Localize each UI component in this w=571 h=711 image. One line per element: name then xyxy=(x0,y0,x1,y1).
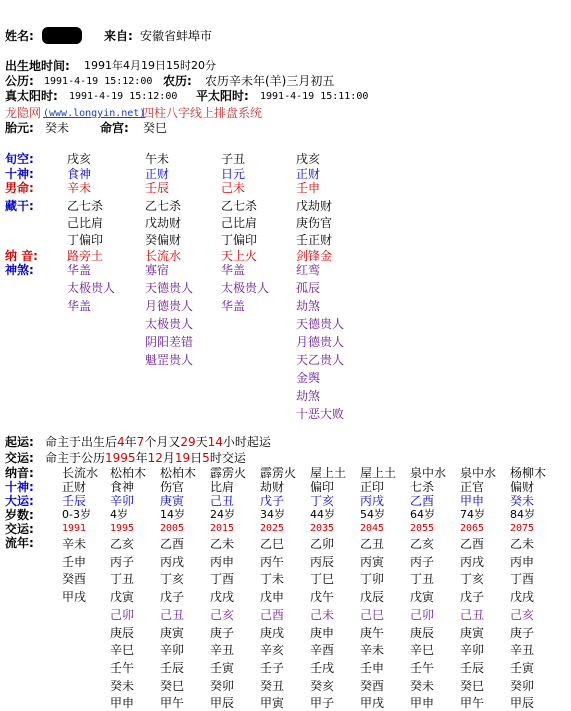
dayun-cell: 丙戌 xyxy=(360,494,385,508)
liunian-cell: 癸丑 xyxy=(260,678,285,693)
qiyun-text xyxy=(45,435,271,449)
nayin-cell: 剑锋金 xyxy=(296,249,333,263)
liunian-cell: 甲辰 xyxy=(210,696,235,711)
liunian-cell: 癸酉 xyxy=(62,572,87,587)
liunian-cell: 壬子 xyxy=(260,660,285,675)
liunian-cell: 壬午 xyxy=(110,660,135,675)
age-cell: 0-3岁 xyxy=(62,508,91,521)
liunian-cell: 丁未 xyxy=(260,572,285,587)
liunian-cell: 戊申 xyxy=(260,590,285,605)
from-value: 安徽省蚌埠市 xyxy=(140,29,213,43)
liunian-cell: 丙午 xyxy=(260,554,285,569)
name-label: 姓名: xyxy=(5,29,34,43)
shensha-cell: 华盖 xyxy=(67,263,92,277)
shensha-cell: 孤辰 xyxy=(296,281,321,295)
liunian-cell: 庚申 xyxy=(310,625,335,640)
liunian-cell: 丙申 xyxy=(210,554,235,569)
age-cell: 54岁 xyxy=(360,508,385,521)
luck-shishen-cell: 正印 xyxy=(360,480,385,494)
liunian-cell: 丁亥 xyxy=(160,572,185,587)
liunian-cell: 壬寅 xyxy=(510,660,535,675)
site-name-link[interactable]: 龙隐网 xyxy=(5,106,42,120)
gongli-label: 公历: xyxy=(5,74,34,88)
luck-shishen-cell: 食神 xyxy=(110,480,135,494)
nongli-value: 农历辛未年(羊)三月初五 xyxy=(205,74,335,88)
year-cell: 2015 xyxy=(210,523,235,534)
luck-shishen-cell: 劫财 xyxy=(260,480,285,494)
luck-shishen-cell: 七杀 xyxy=(410,480,435,494)
luck-nayin-cell: 屋上土 xyxy=(360,466,397,480)
liunian-cell: 甲申 xyxy=(110,696,135,711)
liunian-cell: 庚寅 xyxy=(160,625,185,640)
sentence-part: 年 xyxy=(124,435,137,449)
taiyuan-label: 胎元: xyxy=(5,121,34,135)
liunian-cell: 丙子 xyxy=(410,554,435,569)
sentence-part: 命主于公历 xyxy=(45,451,106,465)
canggan-cell: 乙七杀 xyxy=(67,199,104,213)
sentence-part: 年 xyxy=(135,451,148,465)
canggan-cell: 丁偏印 xyxy=(67,233,104,247)
liunian-cell: 癸巳 xyxy=(160,678,185,693)
canggan-cell: 癸偏财 xyxy=(145,233,182,247)
shensha-cell: 魁罡贵人 xyxy=(145,353,194,367)
luck-nayin-cell: 屋上土 xyxy=(310,466,347,480)
sentence-part: 月 xyxy=(162,451,175,465)
sentence-part: 命主于出生后 xyxy=(45,435,118,449)
age-cell: 24岁 xyxy=(210,508,235,521)
year-cell: 2025 xyxy=(260,523,285,534)
ganzhi-cell: 壬辰 xyxy=(145,181,170,195)
liunian-cell: 己酉 xyxy=(260,607,285,622)
luck-nayin-cell: 泉中水 xyxy=(410,466,447,480)
liunian-cell: 丁巳 xyxy=(310,572,335,587)
nongli-label: 农历: xyxy=(163,74,192,88)
sentence-part: 7 xyxy=(136,435,145,449)
shishen-cell: 日元 xyxy=(221,167,246,181)
shishen-cell: 正财 xyxy=(296,167,321,181)
liunian-cell: 己未 xyxy=(310,607,335,622)
liunian-cell: 乙丑 xyxy=(360,537,385,551)
dayun-cell: 癸未 xyxy=(510,494,535,508)
shishen-cell: 正财 xyxy=(145,167,170,181)
liunian-cell: 戊子 xyxy=(160,590,185,605)
shensha-label: 神煞: xyxy=(5,263,34,277)
canggan-label: 藏干: xyxy=(5,199,34,213)
luck-shishen-cell: 比肩 xyxy=(210,480,235,494)
liunian-cell: 甲子 xyxy=(310,696,335,711)
shensha-cell: 寡宿 xyxy=(145,263,170,277)
sentence-part: 14 xyxy=(207,435,223,449)
liunian-cell: 丙子 xyxy=(110,554,135,569)
liunian-cell: 甲午 xyxy=(460,696,485,711)
liunian-cell: 甲申 xyxy=(410,696,435,711)
liunian-cell: 壬申 xyxy=(360,660,385,675)
liunian-cell: 壬辰 xyxy=(460,660,485,675)
liunian-cell: 戊寅 xyxy=(410,590,435,605)
xunkong-cell: 子丑 xyxy=(221,152,246,166)
liunian-cell: 戊戌 xyxy=(510,590,535,605)
pingtai-label: 平太阳时: xyxy=(196,89,249,103)
dayun-cell: 戊子 xyxy=(260,494,285,508)
shensha-cell: 太极贵人 xyxy=(145,317,194,331)
dayun-cell: 乙酉 xyxy=(410,494,435,508)
liunian-cell: 丙辰 xyxy=(310,554,335,569)
dayun-label: 大运: xyxy=(5,494,34,508)
year-cell: 2065 xyxy=(460,523,485,534)
luck-nayin-cell: 杨柳木 xyxy=(510,466,547,480)
luck-shishen-cell: 伤官 xyxy=(160,480,185,494)
liunian-cell: 丙申 xyxy=(510,554,535,569)
liunian-cell: 甲戌 xyxy=(62,590,87,605)
liunian-cell: 癸卯 xyxy=(210,678,235,693)
year-cell: 2035 xyxy=(310,523,335,534)
shensha-cell: 天德贵人 xyxy=(145,281,194,295)
sentence-part: 1995 xyxy=(105,451,136,465)
redacted-name xyxy=(42,27,82,44)
liunian-cell: 壬午 xyxy=(410,660,435,675)
xunkong-cell: 戌亥 xyxy=(67,152,92,166)
sentence-part: 19 xyxy=(174,451,191,465)
liunian-cell: 丁丑 xyxy=(410,572,435,587)
liunian-cell: 丁丑 xyxy=(110,572,135,587)
liunian-cell: 戊辰 xyxy=(360,590,385,605)
liunian-cell: 辛未 xyxy=(62,537,87,551)
ganzhi-cell: 己未 xyxy=(221,181,246,195)
shishen-cell: 食神 xyxy=(67,167,92,181)
year-cell: 2045 xyxy=(360,523,385,534)
shensha-cell: 华盖 xyxy=(221,299,246,313)
luck-nayin-cell: 霹雳火 xyxy=(260,466,297,480)
liunian-cell: 庚戌 xyxy=(260,625,285,640)
shensha-cell: 天乙贵人 xyxy=(296,353,345,367)
dayun-cell: 壬辰 xyxy=(62,494,87,508)
liunian-cell: 壬戌 xyxy=(310,660,335,675)
liunian-cell: 己卯 xyxy=(410,607,435,622)
liunian-cell: 甲辰 xyxy=(510,696,535,711)
site-url-link[interactable]: (www.longyin.net) xyxy=(43,108,146,119)
liunian-cell: 庚辰 xyxy=(110,625,135,640)
luck-shishen-cell: 正官 xyxy=(460,480,485,494)
liunian-cell: 丙寅 xyxy=(360,554,385,569)
liunian-cell: 壬寅 xyxy=(210,660,235,675)
qiyun-label: 起运: xyxy=(5,435,34,449)
shensha-cell: 月德贵人 xyxy=(145,299,194,313)
canggan-cell: 丁偏印 xyxy=(221,233,258,247)
liunian-cell: 乙亥 xyxy=(410,537,435,551)
dayun-cell: 己丑 xyxy=(210,494,235,508)
year-cell: 2055 xyxy=(410,523,435,534)
birth-value: 1991年4月19日15时20分 xyxy=(84,59,216,72)
canggan-cell: 戊劫财 xyxy=(296,199,333,213)
liunian-cell: 庚子 xyxy=(510,625,535,640)
jiaoyun-label: 交运: xyxy=(5,451,34,465)
liunian-cell: 己巳 xyxy=(360,607,385,622)
luck-shishen-label: 十神: xyxy=(5,480,34,494)
canggan-cell: 壬正财 xyxy=(296,233,333,247)
dayun-cell: 辛卯 xyxy=(110,494,135,508)
liunian-cell: 己卯 xyxy=(110,607,135,622)
age-cell: 64岁 xyxy=(410,508,435,521)
liunian-cell: 辛亥 xyxy=(260,643,285,658)
age-cell: 74岁 xyxy=(460,508,485,521)
shensha-cell: 太极贵人 xyxy=(221,281,270,295)
gongli-value: 1991-4-19 15:12:00 xyxy=(44,76,153,87)
luck-nayin-cell: 霹雳火 xyxy=(210,466,247,480)
xunkong-label: 旬空: xyxy=(5,152,34,166)
age-cell: 34岁 xyxy=(260,508,285,521)
luck-nayin-cell: 松柏木 xyxy=(110,466,147,480)
ganzhi-cell: 壬申 xyxy=(296,181,321,195)
nayin-label: 纳 音: xyxy=(5,249,38,263)
pingtai-value: 1991-4-19 15:11:00 xyxy=(260,91,369,102)
liunian-cell: 辛丑 xyxy=(210,643,235,658)
jiaoyun-year-label: 交运: xyxy=(5,522,34,536)
zhentai-value: 1991-4-19 15:12:00 xyxy=(69,91,178,102)
liunian-cell: 甲午 xyxy=(160,696,185,711)
age-cell: 14岁 xyxy=(160,508,185,521)
sentence-part: 4 xyxy=(117,435,125,449)
liunian-cell: 丁卯 xyxy=(360,572,385,587)
jiaoyun-text xyxy=(45,451,246,465)
sentence-part: 12 xyxy=(147,451,163,465)
age-cell: 4岁 xyxy=(110,508,128,521)
liunian-cell: 辛未 xyxy=(360,643,385,658)
liunian-cell: 己亥 xyxy=(210,607,235,622)
liunian-cell: 丁酉 xyxy=(510,572,535,587)
canggan-cell: 戊劫财 xyxy=(145,216,182,230)
liunian-cell: 癸巳 xyxy=(460,678,485,693)
canggan-cell: 庚伤官 xyxy=(296,216,333,230)
canggan-cell: 乙七杀 xyxy=(145,199,182,213)
liunian-cell: 乙酉 xyxy=(160,537,185,551)
sentence-part: 个月又 xyxy=(144,435,181,449)
year-cell: 1991 xyxy=(62,523,87,534)
shishen-label: 十神: xyxy=(5,167,34,181)
shensha-cell: 月德贵人 xyxy=(296,335,345,349)
liunian-cell: 庚辰 xyxy=(410,625,435,640)
xunkong-cell: 午未 xyxy=(145,152,170,166)
liunian-cell: 辛卯 xyxy=(460,643,485,658)
liunian-cell: 戊戌 xyxy=(210,590,235,605)
shensha-cell: 太极贵人 xyxy=(67,281,116,295)
sentence-part: 天 xyxy=(195,435,208,449)
canggan-cell: 己比肩 xyxy=(221,216,258,230)
liunian-cell: 辛卯 xyxy=(160,643,185,658)
liunian-cell: 辛巳 xyxy=(110,643,135,658)
birth-label: 出生地时间: xyxy=(5,59,70,73)
liunian-label: 流年: xyxy=(5,536,34,550)
luck-nayin-cell: 松柏木 xyxy=(160,466,197,480)
nayin-cell: 天上火 xyxy=(221,249,258,263)
shensha-cell: 金舆 xyxy=(296,371,321,385)
liunian-cell: 甲寅 xyxy=(260,696,285,711)
liunian-cell: 乙巳 xyxy=(260,537,285,551)
liunian-cell: 丁亥 xyxy=(460,572,485,587)
xunkong-cell: 戌亥 xyxy=(296,152,321,166)
liunian-cell: 戊子 xyxy=(460,590,485,605)
shensha-cell: 劫煞 xyxy=(296,389,321,403)
liunian-cell: 己丑 xyxy=(160,607,185,622)
canggan-cell: 己比肩 xyxy=(67,216,104,230)
liunian-cell: 壬申 xyxy=(62,554,87,569)
year-cell: 1995 xyxy=(110,523,135,534)
liunian-cell: 丁酉 xyxy=(210,572,235,587)
gender-label: 男命: xyxy=(5,181,34,195)
liunian-cell: 癸酉 xyxy=(360,678,385,693)
ganzhi-cell: 辛未 xyxy=(67,181,92,195)
sentence-part: 时交运 xyxy=(209,451,246,465)
dayun-cell: 庚寅 xyxy=(160,494,185,508)
luck-nayin-cell: 泉中水 xyxy=(460,466,497,480)
year-cell: 2005 xyxy=(160,523,185,534)
liunian-cell: 庚寅 xyxy=(460,625,485,640)
liunian-cell: 戊寅 xyxy=(110,590,135,605)
taiyuan-value: 癸未 xyxy=(45,121,70,135)
liunian-cell: 己亥 xyxy=(510,607,535,622)
luck-nayin-label: 纳音: xyxy=(5,466,34,480)
shensha-cell: 阴阳差错 xyxy=(145,335,194,349)
liunian-cell: 癸亥 xyxy=(310,678,335,693)
sentence-part: 29 xyxy=(180,435,196,449)
dayun-cell: 甲申 xyxy=(460,494,485,508)
age-cell: 44岁 xyxy=(310,508,335,521)
from-label: 来自: xyxy=(104,29,133,43)
site-title: 四柱八字线上排盘系统 xyxy=(142,106,263,120)
liunian-cell: 戊午 xyxy=(310,590,335,605)
sentence-part: 5 xyxy=(202,451,210,465)
liunian-cell: 庚子 xyxy=(210,625,235,640)
liunian-cell: 乙未 xyxy=(510,537,535,551)
sentence-part: 小时起运 xyxy=(222,435,271,449)
liunian-cell: 丙戌 xyxy=(460,554,485,569)
dayun-cell: 丁亥 xyxy=(310,494,335,508)
nayin-cell: 长流水 xyxy=(145,249,182,263)
luck-shishen-cell: 偏财 xyxy=(510,480,535,494)
nayin-cell: 路旁土 xyxy=(67,249,104,263)
liunian-cell: 癸未 xyxy=(410,678,435,693)
liunian-cell: 甲戌 xyxy=(360,696,385,711)
liunian-cell: 乙未 xyxy=(210,537,235,551)
zhentai-label: 真太阳时: xyxy=(5,89,58,103)
liunian-cell: 辛丑 xyxy=(510,643,535,658)
liunian-cell: 乙酉 xyxy=(460,537,485,551)
liunian-cell: 壬辰 xyxy=(160,660,185,675)
shensha-cell: 天德贵人 xyxy=(296,317,345,331)
shensha-cell: 华盖 xyxy=(67,299,92,313)
liunian-cell: 庚午 xyxy=(360,625,385,640)
age-label: 岁数: xyxy=(5,508,34,522)
shensha-cell: 十恶大败 xyxy=(296,407,345,421)
liunian-cell: 己丑 xyxy=(460,607,485,622)
year-cell: 2075 xyxy=(510,523,535,534)
liunian-cell: 癸未 xyxy=(110,678,135,693)
sentence-part: 日 xyxy=(190,451,203,465)
minggong-value: 癸巳 xyxy=(143,121,168,135)
shensha-cell: 华盖 xyxy=(221,263,246,277)
liunian-cell: 乙卯 xyxy=(310,537,335,551)
age-cell: 84岁 xyxy=(510,508,535,521)
luck-shishen-cell: 正财 xyxy=(62,480,87,494)
minggong-label: 命宫: xyxy=(100,121,129,135)
liunian-cell: 癸卯 xyxy=(510,678,535,693)
liunian-cell: 丙戌 xyxy=(160,554,185,569)
shensha-cell: 红鸾 xyxy=(296,263,321,277)
shensha-cell: 劫煞 xyxy=(296,299,321,313)
luck-nayin-cell: 长流水 xyxy=(62,466,99,480)
liunian-cell: 辛酉 xyxy=(310,643,335,658)
liunian-cell: 乙亥 xyxy=(110,537,135,551)
luck-shishen-cell: 偏印 xyxy=(310,480,335,494)
canggan-cell: 乙七杀 xyxy=(221,199,258,213)
liunian-cell: 辛巳 xyxy=(410,643,435,658)
